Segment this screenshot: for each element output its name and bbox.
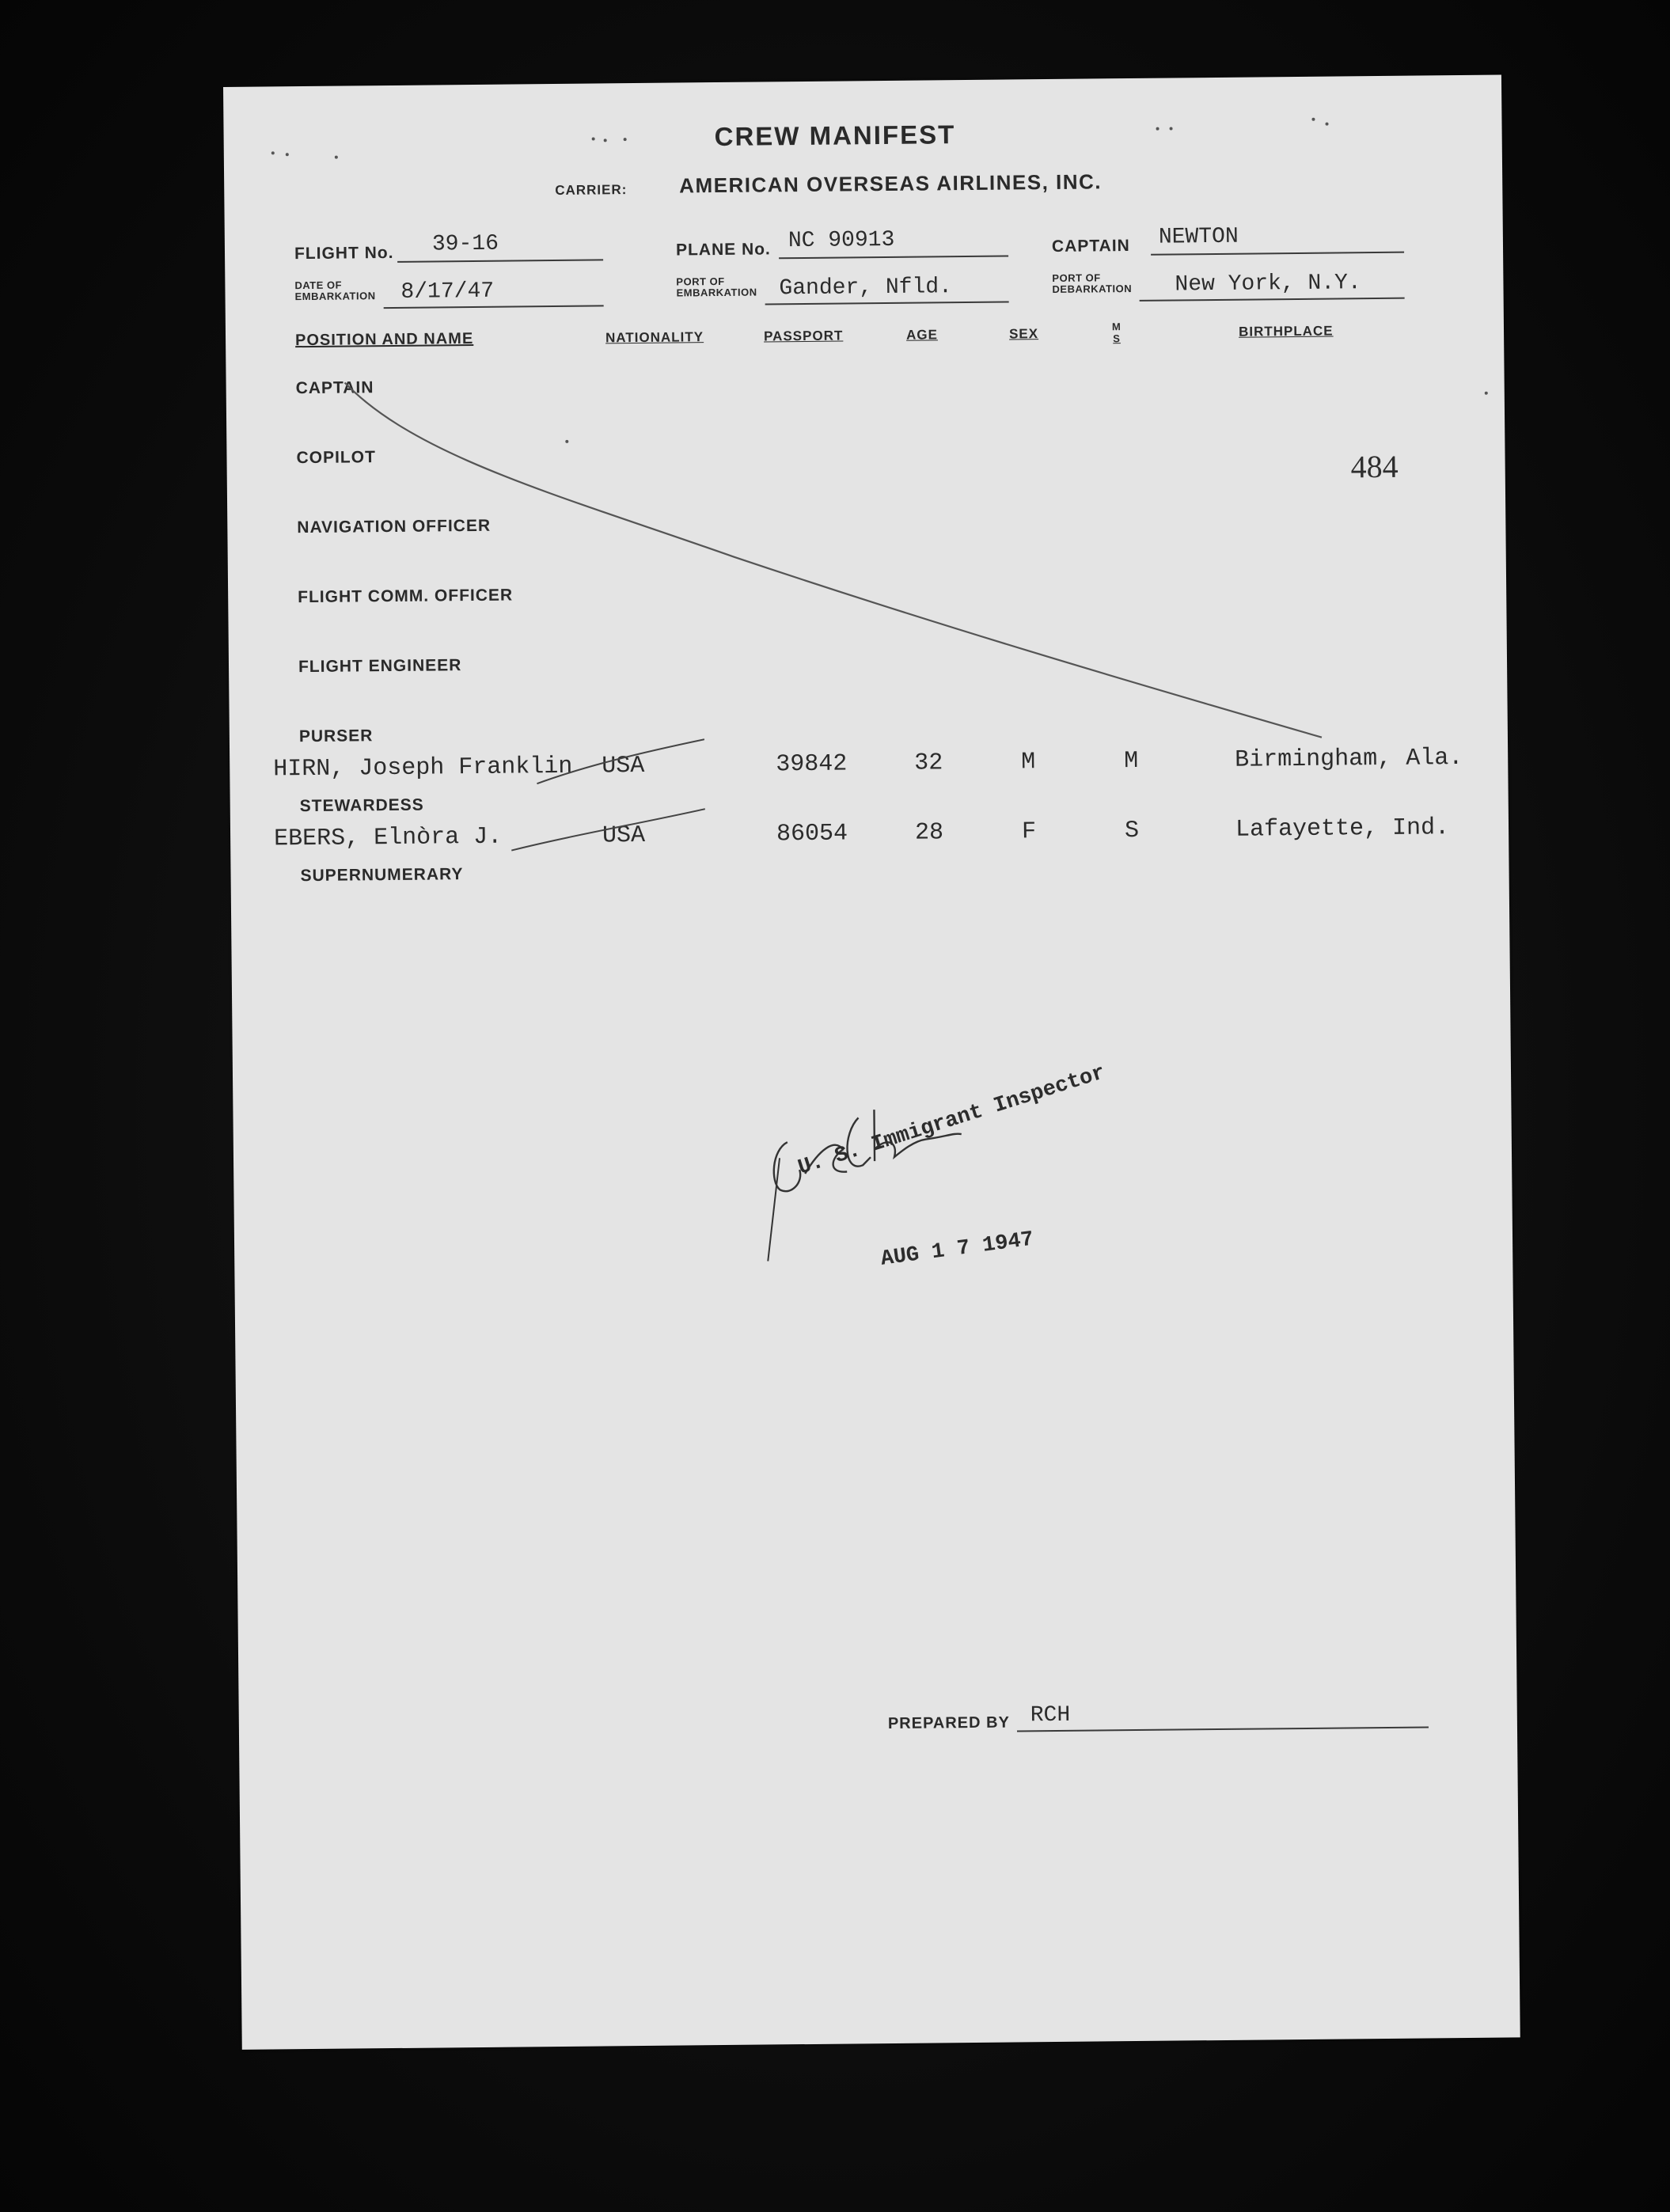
port-emb-value: Gander, Nfld. xyxy=(779,275,953,302)
carrier-name: AMERICAN OVERSEAS AIRLINES, INC. xyxy=(679,169,1103,198)
crew-marital-status: M xyxy=(1124,747,1139,776)
column-birthplace: BIRTHPLACE xyxy=(1238,323,1334,340)
crew-birthplace: Lafayette, Ind. xyxy=(1235,814,1450,844)
position-stewardess: STEWARDESS xyxy=(299,795,424,816)
tick-mark-row1 xyxy=(537,739,705,783)
position-purser: PURSER xyxy=(298,727,374,746)
tick-mark-row2 xyxy=(511,809,705,850)
crew-nationality: USA xyxy=(602,752,645,780)
crew-passport: 39842 xyxy=(776,750,848,779)
position-flight-comm-officer: FLIGHT COMM. OFFICER xyxy=(298,586,514,607)
diagonal-cancel-line xyxy=(345,374,1322,747)
column-age: AGE xyxy=(905,327,938,343)
crew-name: EBERS, Elnòra J. xyxy=(273,823,503,853)
pen-strikethrough-marks xyxy=(223,74,1510,1036)
prepared-by-label: PREPARED BY xyxy=(887,1713,1010,1733)
port-emb-label-line1: PORT OF xyxy=(676,275,725,288)
document-title: CREW MANIFEST xyxy=(714,120,956,152)
port-deb-label-line1: PORT OF xyxy=(1052,271,1101,284)
column-position: POSITION AND NAME xyxy=(294,329,474,350)
column-sex: SEX xyxy=(1008,326,1039,342)
plane-no-value: NC 90913 xyxy=(788,227,895,254)
crew-age: 28 xyxy=(914,819,944,847)
port-emb-label-line2: EMBARKATION xyxy=(676,286,757,299)
crew-sex: M xyxy=(1021,749,1036,776)
port-deb-label-line2: DEBARKATION xyxy=(1052,282,1133,295)
flight-no-value: 39-16 xyxy=(431,231,499,257)
inspector-stamp xyxy=(755,1059,1232,1325)
crew-passport: 86054 xyxy=(776,820,848,848)
position-captain: CAPTAIN xyxy=(295,378,374,398)
column-passport: PASSPORT xyxy=(763,328,844,344)
position-supernumerary: SUPERNUMERARY xyxy=(300,865,464,886)
plane-no-label: PLANE No. xyxy=(675,240,771,260)
column-nationality: NATIONALITY xyxy=(605,329,704,346)
column-marital-1: M xyxy=(1111,321,1122,333)
inspector-title: U. S. Immigrant Inspector xyxy=(795,1060,1109,1181)
column-marital-2: S xyxy=(1113,332,1121,345)
captain-label: CAPTAIN xyxy=(1051,237,1130,256)
port-deb-value: New York, N.Y. xyxy=(1175,271,1361,298)
crew-age: 32 xyxy=(914,749,943,777)
date-label-line2: EMBARKATION xyxy=(294,290,376,303)
crew-marital-status: S xyxy=(1124,817,1140,845)
date-value: 8/17/47 xyxy=(400,279,495,305)
date-label-line1: DATE OF xyxy=(294,279,343,292)
crew-birthplace: Birmingham, Ala. xyxy=(1235,745,1463,774)
stamp-date: AUG 1 7 1947 xyxy=(879,1227,1035,1272)
position-copilot: COPILOT xyxy=(296,448,376,468)
prepared-by-line xyxy=(1017,1726,1429,1732)
manifest-page xyxy=(223,74,1520,2049)
crew-sex: F xyxy=(1021,818,1037,846)
crew-name: HIRN, Joseph Franklin xyxy=(273,753,573,783)
position-navigation-officer: NAVIGATION OFFICER xyxy=(297,516,492,537)
crew-nationality: USA xyxy=(602,821,646,850)
captain-value: NEWTON xyxy=(1158,224,1239,250)
carrier-label: CARRIER: xyxy=(555,182,628,198)
flight-no-label: FLIGHT No. xyxy=(294,243,394,264)
page-number: 484 xyxy=(1350,448,1399,485)
prepared-by-value: RCH xyxy=(1030,1702,1071,1728)
position-flight-engineer: FLIGHT ENGINEER xyxy=(298,656,462,677)
